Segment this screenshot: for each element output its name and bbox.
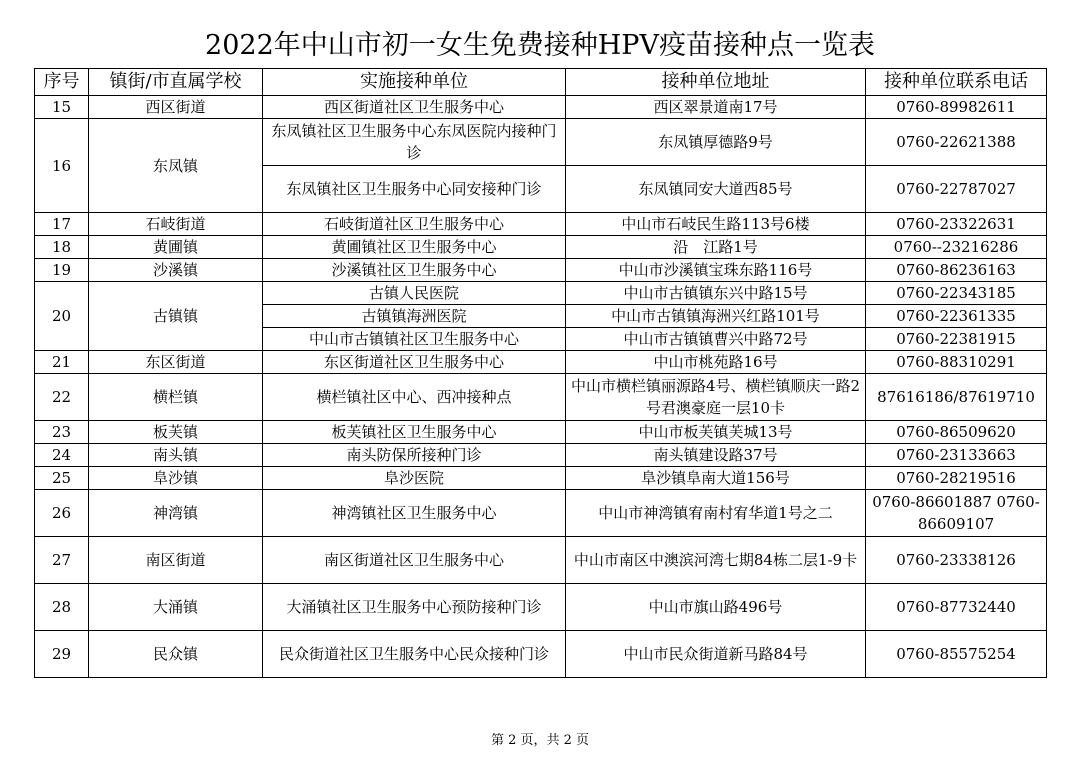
address-cell: 中山市旗山路496号 [566, 584, 866, 631]
table-row [35, 490, 1047, 537]
town-cell: 民众镇 [89, 631, 263, 678]
address-cell: 西区翠景道南17号 [566, 96, 866, 119]
unit-cell: 大涌镇社区卫生服务中心预防接种门诊 [263, 584, 566, 631]
vaccination-sites-table [34, 68, 1047, 678]
town-cell: 南头镇 [89, 444, 263, 467]
town-cell: 东区街道 [89, 351, 263, 374]
seq-cell: 26 [35, 490, 89, 537]
seq-cell: 22 [35, 374, 89, 421]
phone-cell: 0760-89982611 [866, 96, 1047, 119]
page-footer: 第 2 页，共 2 页 [490, 733, 590, 748]
phone-cell: 87616186/87619710 [866, 374, 1047, 421]
unit-cell: 沙溪镇社区卫生服务中心 [263, 259, 566, 282]
town-cell: 神湾镇 [89, 490, 263, 537]
header-seq: 序号 [35, 69, 89, 96]
table-row [35, 631, 1047, 678]
table-row [35, 259, 1047, 282]
unit-cell: 东凤镇社区卫生服务中心同安接种门诊 [263, 166, 566, 213]
table-row [35, 444, 1047, 467]
seq-cell: 29 [35, 631, 89, 678]
town-cell: 古镇镇 [89, 282, 263, 351]
address-cell: 东凤镇厚德路9号 [566, 119, 866, 166]
table-row [35, 351, 1047, 374]
table-row [35, 584, 1047, 631]
town-cell: 沙溪镇 [89, 259, 263, 282]
seq-cell: 15 [35, 96, 89, 119]
unit-cell: 古镇人民医院 [263, 282, 566, 305]
phone-cell: 0760-86509620 [866, 421, 1047, 444]
seq-cell: 27 [35, 537, 89, 584]
seq-cell: 18 [35, 236, 89, 259]
unit-cell: 中山市古镇镇社区卫生服务中心 [263, 328, 566, 351]
address-cell: 中山市古镇镇曹兴中路72号 [566, 328, 866, 351]
phone-cell: 0760-22343185 [866, 282, 1047, 305]
address-cell: 阜沙镇阜南大道156号 [566, 467, 866, 490]
address-cell: 中山市古镇镇海洲兴红路101号 [566, 305, 866, 328]
town-cell: 南区街道 [89, 537, 263, 584]
address-cell: 中山市民众街道新马路84号 [566, 631, 866, 678]
table-row [35, 467, 1047, 490]
seq-cell: 16 [35, 119, 89, 213]
phone-cell: 0760-86601887 0760-86609107 [866, 490, 1047, 537]
phone-cell: 0760-22621388 [866, 119, 1047, 166]
address-cell: 中山市南区中澳滨河湾七期84栋二层1-9卡 [566, 537, 866, 584]
table-row [35, 96, 1047, 119]
table-row [35, 374, 1047, 421]
header-town: 镇街/市直属学校 [89, 69, 263, 96]
address-cell: 沿 江路1号 [566, 236, 866, 259]
seq-cell: 28 [35, 584, 89, 631]
address-cell: 中山市板芙镇芙城13号 [566, 421, 866, 444]
unit-cell: 石岐街道社区卫生服务中心 [263, 213, 566, 236]
phone-cell: 0760-88310291 [866, 351, 1047, 374]
table-row [35, 282, 1047, 305]
town-cell: 横栏镇 [89, 374, 263, 421]
phone-cell: 0760-86236163 [866, 259, 1047, 282]
unit-cell: 横栏镇社区中心、西冲接种点 [263, 374, 566, 421]
table-header-row [35, 69, 1047, 96]
seq-cell: 21 [35, 351, 89, 374]
phone-cell: 0760-87732440 [866, 584, 1047, 631]
phone-cell: 0760-23338126 [866, 537, 1047, 584]
town-cell: 石岐街道 [89, 213, 263, 236]
town-cell: 板芙镇 [89, 421, 263, 444]
unit-cell: 阜沙医院 [263, 467, 566, 490]
address-cell: 中山市桃苑路16号 [566, 351, 866, 374]
unit-cell: 西区街道社区卫生服务中心 [263, 96, 566, 119]
town-cell: 阜沙镇 [89, 467, 263, 490]
address-cell: 南头镇建设路37号 [566, 444, 866, 467]
seq-cell: 23 [35, 421, 89, 444]
phone-cell: 0760-23133663 [866, 444, 1047, 467]
header-address: 接种单位地址 [566, 69, 866, 96]
address-cell: 中山市神湾镇宥南村宥华道1号之二 [566, 490, 866, 537]
phone-cell: 0760-28219516 [866, 467, 1047, 490]
unit-cell: 东凤镇社区卫生服务中心东凤医院内接种门诊 [263, 119, 566, 166]
unit-cell: 古镇镇海洲医院 [263, 305, 566, 328]
seq-cell: 19 [35, 259, 89, 282]
seq-cell: 25 [35, 467, 89, 490]
phone-cell: 0760-22787027 [866, 166, 1047, 213]
table-row [35, 421, 1047, 444]
phone-cell: 0760-22361335 [866, 305, 1047, 328]
address-cell: 中山市石岐民生路113号6楼 [566, 213, 866, 236]
address-cell: 东凤镇同安大道西85号 [566, 166, 866, 213]
seq-cell: 24 [35, 444, 89, 467]
unit-cell: 南区街道社区卫生服务中心 [263, 537, 566, 584]
table-row [35, 236, 1047, 259]
unit-cell: 民众街道社区卫生服务中心民众接种门诊 [263, 631, 566, 678]
town-cell: 西区街道 [89, 96, 263, 119]
unit-cell: 东区街道社区卫生服务中心 [263, 351, 566, 374]
header-phone: 接种单位联系电话 [866, 69, 1047, 96]
phone-cell: 0760--23216286 [866, 236, 1047, 259]
seq-cell: 17 [35, 213, 89, 236]
table-row [35, 119, 1047, 166]
phone-cell: 0760-85575254 [866, 631, 1047, 678]
unit-cell: 神湾镇社区卫生服务中心 [263, 490, 566, 537]
address-cell: 中山市横栏镇丽源路4号、横栏镇顺庆一路2号君澳豪庭一层10卡 [566, 374, 866, 421]
page-title: 2022年中山市初一女生免费接种HPV疫苗接种点一览表 [205, 30, 875, 61]
unit-cell: 南头防保所接种门诊 [263, 444, 566, 467]
phone-cell: 0760-22381915 [866, 328, 1047, 351]
unit-cell: 板芙镇社区卫生服务中心 [263, 421, 566, 444]
table-row [35, 213, 1047, 236]
header-unit: 实施接种单位 [263, 69, 566, 96]
seq-cell: 20 [35, 282, 89, 351]
town-cell: 黄圃镇 [89, 236, 263, 259]
table-row [35, 537, 1047, 584]
address-cell: 中山市古镇镇东兴中路15号 [566, 282, 866, 305]
address-cell: 中山市沙溪镇宝珠东路116号 [566, 259, 866, 282]
unit-cell: 黄圃镇社区卫生服务中心 [263, 236, 566, 259]
town-cell: 大涌镇 [89, 584, 263, 631]
town-cell: 东凤镇 [89, 119, 263, 213]
phone-cell: 0760-23322631 [866, 213, 1047, 236]
